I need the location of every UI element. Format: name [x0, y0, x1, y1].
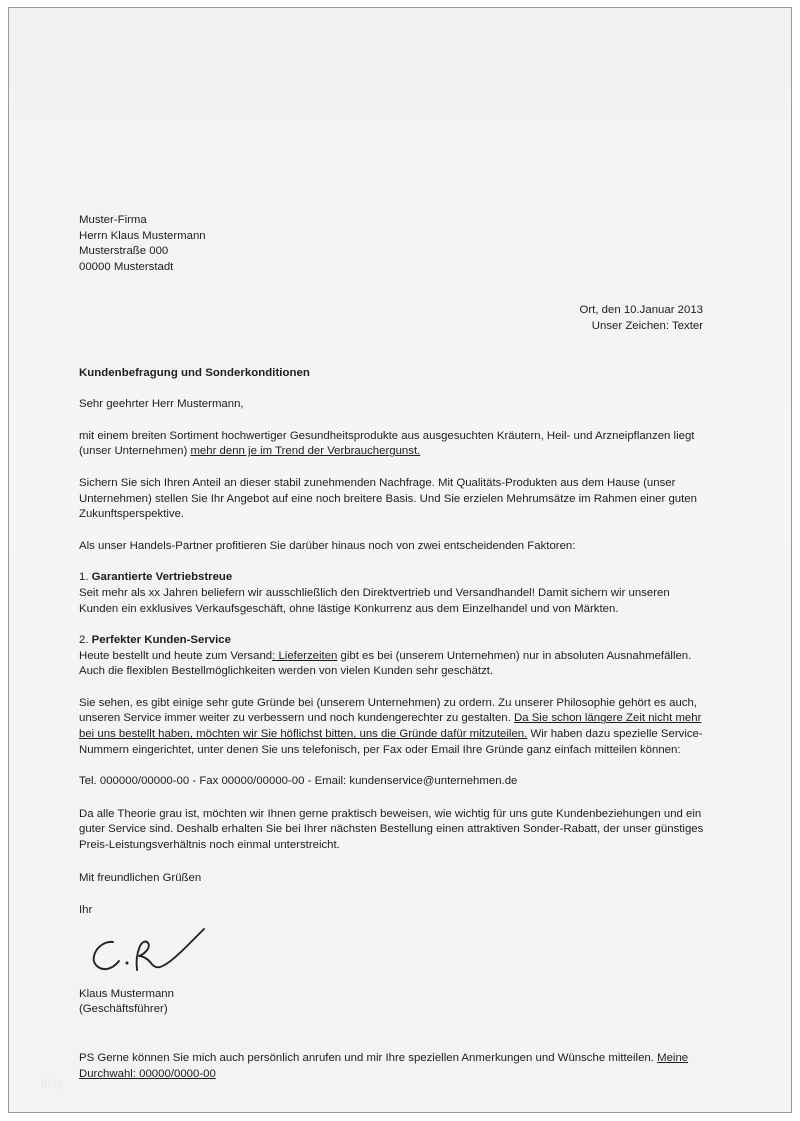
recipient-address-block — [79, 213, 704, 275]
paragraph-intro-underlined: mehr denn je im Trend der Verbrauchergunst. — [190, 445, 421, 458]
handwritten-signature-icon — [85, 925, 235, 985]
letter-content — [79, 213, 704, 1094]
salutation: Sehr geehrter Herr Mustermann, — [79, 398, 244, 411]
valediction: Mit freundlichen Grüßen — [79, 871, 202, 884]
section-2-heading — [79, 633, 704, 649]
paragraph-intro — [79, 429, 704, 460]
section-2-number: 2. — [79, 634, 92, 647]
paragraph-intro-text: mit einem breiten Sortiment hochwertiger Gesundheitsprodukte aus ausgesuchten Kräutern, Heil- und Arzneipflanzen liegt (unser Unternehmen) — [79, 429, 695, 458]
section-1-number: 1. — [79, 571, 92, 584]
recipient-line-person: Herrn Klaus Mustermann — [79, 229, 206, 242]
postscript — [79, 1051, 704, 1082]
valediction-ihr: Ihr — [79, 904, 93, 917]
recipient-line-city: 00000 Musterstadt — [79, 260, 174, 273]
paragraph-reasons-underlined: Da Sie schon längere Zeit nicht mehr bei uns bestellt haben, möchten wir Sie höflichst bitten, uns die Gründe dafür mitzuteilen. — [79, 712, 702, 741]
section-1-title: Garantierte Vertriebstreue — [91, 571, 233, 584]
postscript-underlined: Meine Durchwahl: 00000/0000-00 — [79, 1052, 689, 1080]
page-watermark: blog — [41, 1078, 64, 1090]
subject-line: Kundenbefragung und Sonderkonditionen — [79, 366, 310, 379]
signer-block — [79, 987, 704, 1018]
recipient-line-company: Muster-Firma — [79, 214, 147, 226]
paragraph-factors-lead: Als unser Handels-Partner profitieren Sie darüber hinaus noch von zwei entscheidenden Faktoren: — [79, 539, 576, 552]
recipient-line-street: Musterstraße 000 — [79, 245, 169, 258]
paragraph-reasons-post: Wir haben dazu spezielle Service-Nummern eingerichtet, unter denen Sie uns telefonisch, per Fax oder Email Ihre Gründe ganz einfach mitteilen können: — [79, 728, 703, 756]
section-1-heading — [79, 570, 704, 586]
paragraph-demand: Sichern Sie sich Ihren Anteil an dieser stabil zunehmenden Nachfrage. Mit Qualitäts-Produkten aus dem Hause (unser Unternehmen) stellen Sie Ihr Angebot auf eine noch breitere Basis. Und Sie erzielen Mehrumsätze im Rahmen einer guten Zukunftsperspektive. — [79, 476, 697, 521]
section-2-text-pre: Heute bestellt und heute zum Versand — [79, 649, 273, 662]
signer-name: Klaus Mustermann — [79, 987, 174, 1000]
postscript-text: PS Gerne können Sie mich auch persönlich anrufen und mir Ihre speziellen Anmerkungen und Wünsche mitteilen. — [79, 1052, 658, 1064]
signature-area — [79, 925, 704, 987]
date-reference-block — [79, 303, 704, 334]
section-2-body — [79, 649, 704, 680]
paragraph-closing: Da alle Theorie grau ist, möchten wir Ihnen gerne praktisch beweisen, wie wichtig für uns gute Kundenbeziehungen und ein guter Service sind. Deshalb erhalten Sie bei Ihrer nächsten Bestellung einen attraktiven Sonder-Rabatt, der unser günstiges Preis-Leistungsverhältnis noch einmal unterstreicht. — [79, 807, 704, 852]
contact-line: Tel. 000000/00000-00 - Fax 00000/00000-00 - Email: kundenservice@unternehmen.de — [79, 775, 518, 788]
place-date: Ort, den 10.Januar 2013 — [579, 304, 703, 317]
section-2-text-underlined: : Lieferzeiten — [272, 649, 338, 662]
section-2-title: Perfekter Kunden-Service — [91, 634, 231, 647]
section-1-body: Seit mehr als xx Jahren beliefern wir ausschließlich den Direktvertrieb und Versandhandel! Damit sichern wir unseren Kunden ein exklusives Verkaufsgeschäft, ohne lästige Konkurrenz aus dem Einzelhandel und von Märkten. — [79, 586, 670, 615]
paragraph-reasons-pre: Sie sehen, es gibt einige sehr gute Gründe bei (unserem Unternehmen) zu ordern. Zu unserer Philosophie gehört es auch, unseren Service immer weiter zu verbessern und noch kundengerechter zu gestalten. — [79, 696, 697, 725]
paragraph-reasons — [79, 696, 704, 758]
letter-page — [8, 7, 792, 1113]
signer-role: (Geschäftsführer) — [79, 1003, 168, 1016]
section-2-text-post: gibt es bei (unserem Unternehmen) nur in absoluten Ausnahmefällen. Auch die flexiblen Bestellmöglichkeiten werden von vielen Kunden sehr geschätzt. — [79, 649, 692, 678]
reference-line: Unser Zeichen: Texter — [591, 319, 703, 332]
